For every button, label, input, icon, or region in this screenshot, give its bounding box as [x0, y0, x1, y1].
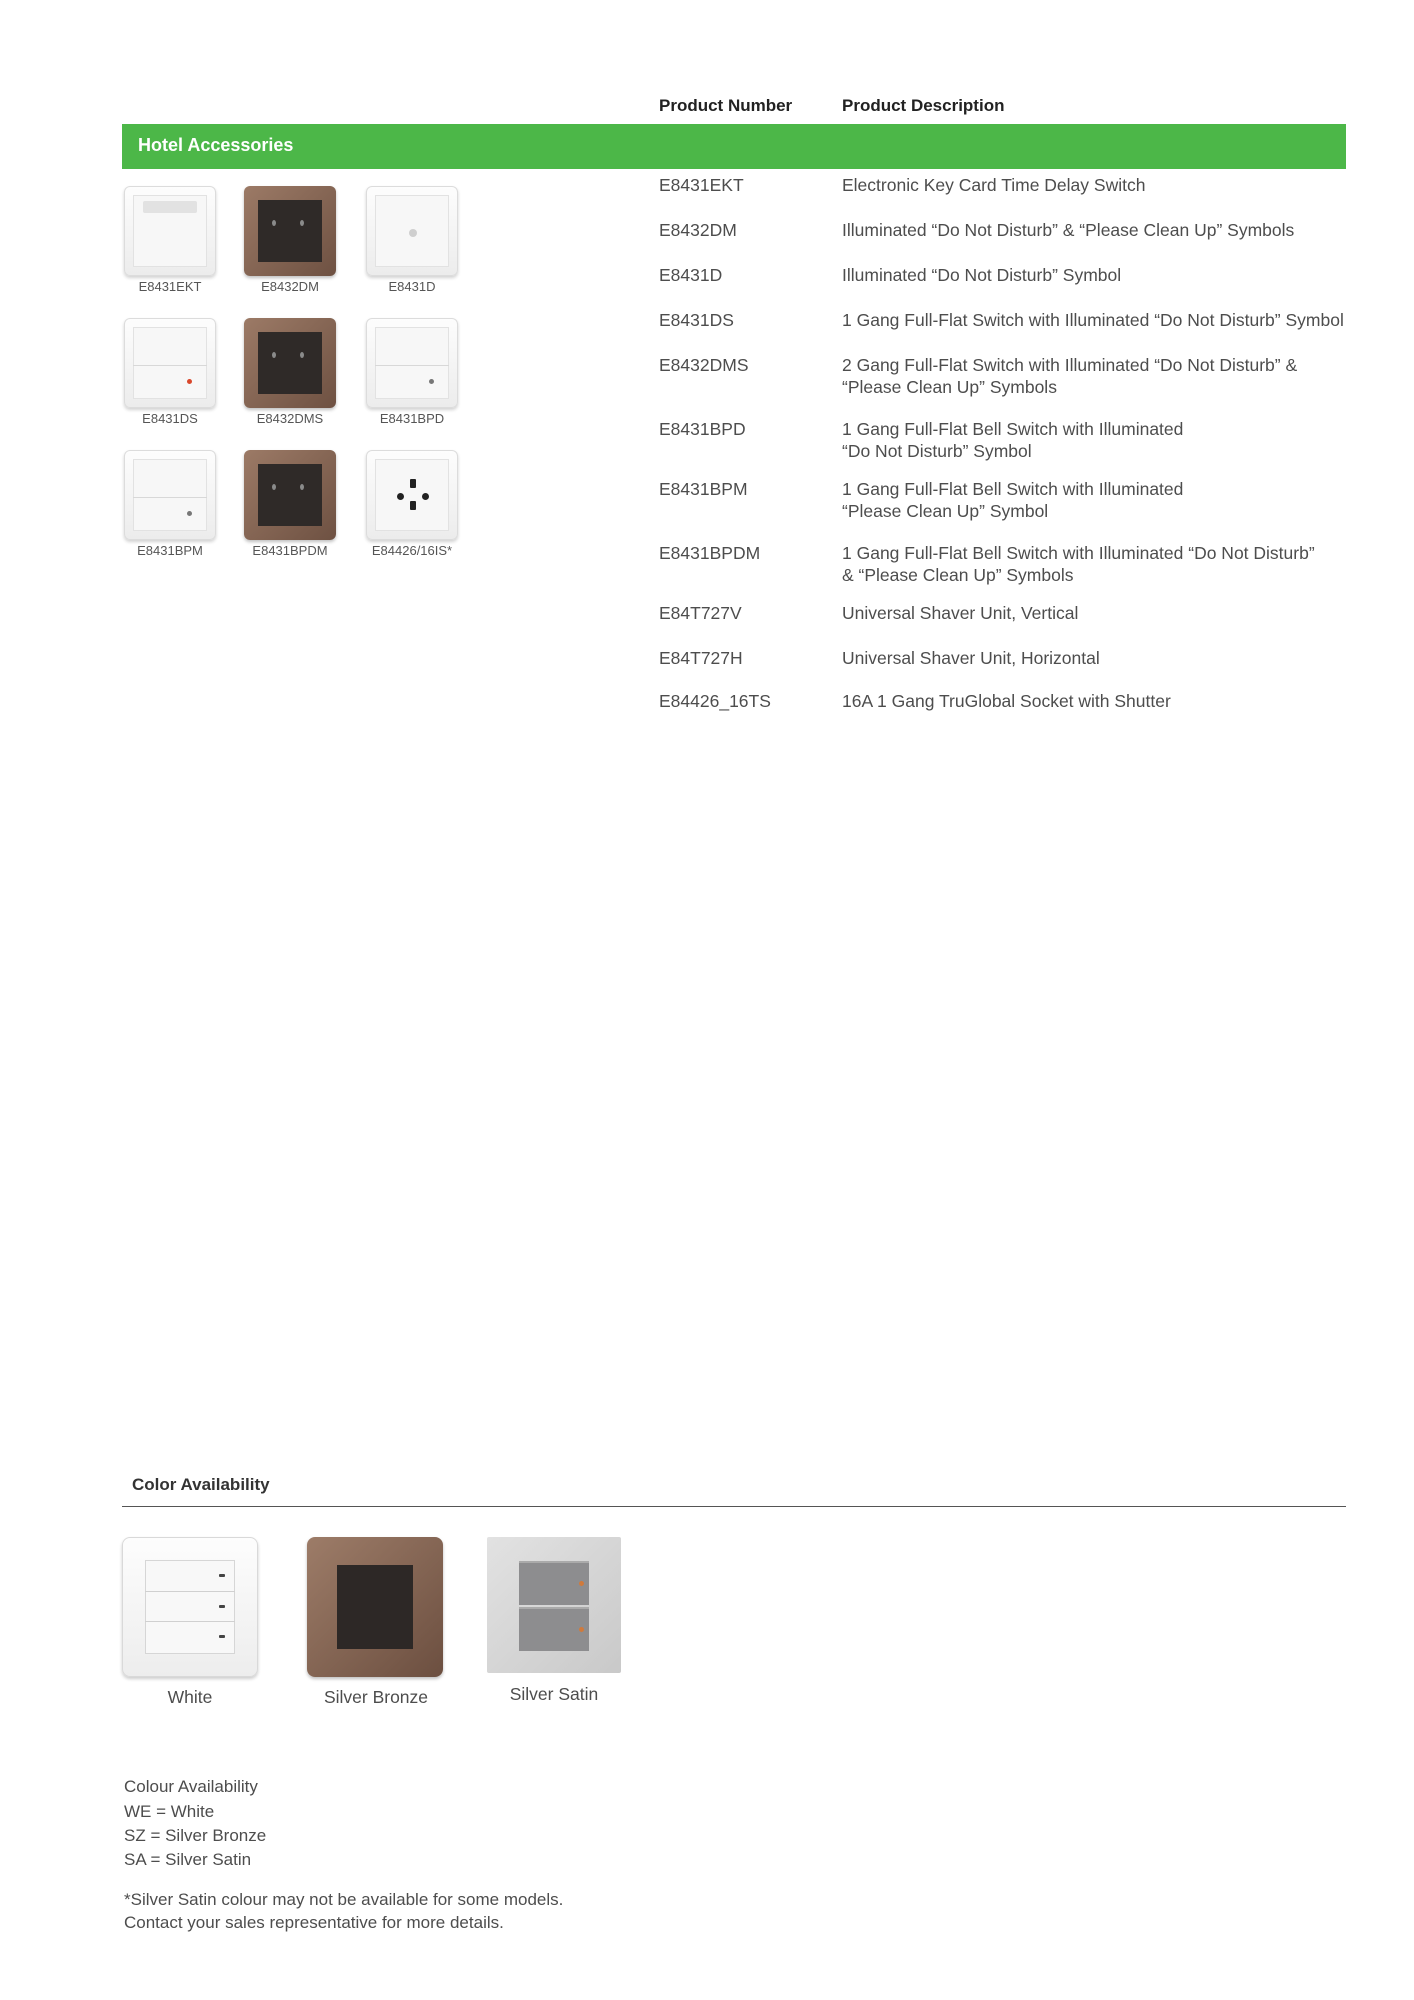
product-description-line: 1 Gang Full-Flat Bell Switch with Illuminated “Do Not Disturb” — [842, 543, 1315, 563]
product-description — [842, 542, 1352, 586]
thumbnail-caption: E8431BPDM — [252, 543, 328, 558]
product-description — [842, 219, 1352, 241]
product-description — [842, 354, 1352, 398]
product-description-line: 2 Gang Full-Flat Switch with Illuminated “Do Not Disturb” & — [842, 355, 1298, 375]
thumbnail-caption: E8431BPM — [137, 543, 203, 558]
product-description-line: Universal Shaver Unit, Horizontal — [842, 648, 1100, 668]
product-number: E84426_16TS — [659, 691, 771, 711]
product-number: E8432DMS — [659, 355, 749, 375]
product-description-line: 1 Gang Full-Flat Switch with Illuminated “Do Not Disturb” Symbol — [842, 310, 1344, 330]
section-banner — [122, 124, 1346, 169]
product-description — [842, 264, 1352, 286]
legend-code-sz: SZ = Silver Bronze — [124, 1826, 267, 1845]
section-divider — [122, 1506, 1346, 1507]
thumbnail-caption: E8431EKT — [138, 279, 202, 294]
thumbnail-caption: E8431DS — [142, 411, 198, 426]
product-description-line: “Please Clean Up” Symbols — [842, 377, 1057, 397]
legend-code-we: WE = White — [124, 1802, 215, 1821]
section-title: Hotel Accessories — [138, 135, 294, 155]
product-thumbnail — [124, 186, 216, 276]
product-description-line: & “Please Clean Up” Symbols — [842, 565, 1074, 585]
product-number: E8431BPD — [659, 419, 746, 439]
product-thumbnail — [366, 318, 458, 408]
product-description — [842, 174, 1352, 196]
column-header-product-number: Product Number — [659, 96, 793, 115]
product-description-line: Universal Shaver Unit, Vertical — [842, 603, 1079, 623]
product-thumbnail — [244, 186, 336, 276]
product-number: E84T727V — [659, 603, 742, 623]
thumbnail-caption: E84426/16IS* — [371, 543, 453, 558]
product-number: E8431BPDM — [659, 543, 761, 563]
swatch-white — [122, 1537, 258, 1677]
product-number: E8431D — [659, 265, 723, 285]
thumbnail-caption: E8431BPD — [379, 411, 445, 426]
product-description-line: Illuminated “Do Not Disturb” Symbol — [842, 265, 1122, 285]
thumbnail-caption: E8432DM — [261, 279, 319, 294]
color-availability-title: Color Availability — [132, 1475, 270, 1494]
socket-icon — [397, 479, 429, 511]
product-description-line: 1 Gang Full-Flat Bell Switch with Illuminated — [842, 419, 1184, 439]
product-description — [842, 602, 1352, 624]
product-description — [842, 478, 1352, 522]
product-thumbnail — [366, 450, 458, 540]
product-thumbnail — [366, 186, 458, 276]
product-description-line: 16A 1 Gang TruGlobal Socket with Shutter — [842, 691, 1171, 711]
swatch-label-silver-satin: Silver Satin — [509, 1684, 599, 1704]
thumbnail-caption: E8431D — [388, 279, 436, 294]
legend-note-line-2: Contact your sales representative for more details. — [124, 1913, 504, 1932]
product-number: E8431BPM — [659, 479, 748, 499]
product-thumbnail — [244, 318, 336, 408]
product-thumbnail — [244, 450, 336, 540]
product-description — [842, 418, 1352, 462]
product-number: E8432DM — [659, 220, 737, 240]
swatch-label-white: White — [167, 1687, 213, 1707]
product-description — [842, 309, 1352, 331]
product-description-line: “Please Clean Up” Symbol — [842, 501, 1049, 521]
legend-code-sa: SA = Silver Satin — [124, 1850, 252, 1869]
product-number: E8431DS — [659, 310, 734, 330]
legend-note-line-1: *Silver Satin colour may not be available for some models. — [124, 1890, 564, 1909]
product-number: E8431EKT — [659, 175, 744, 195]
product-thumbnail — [124, 450, 216, 540]
thumbnail-caption: E8432DMS — [256, 411, 324, 426]
product-number: E84T727H — [659, 648, 743, 668]
product-description-line: “Do Not Disturb” Symbol — [842, 441, 1032, 461]
product-description-line: 1 Gang Full-Flat Bell Switch with Illuminated — [842, 479, 1184, 499]
product-description — [842, 690, 1352, 712]
column-header-product-description: Product Description — [842, 96, 1005, 115]
swatch-label-silver-bronze: Silver Bronze — [323, 1687, 429, 1707]
legend-title: Colour Availability — [124, 1777, 258, 1796]
swatch-silver-satin — [487, 1537, 621, 1673]
product-description-line: Electronic Key Card Time Delay Switch — [842, 175, 1146, 195]
swatch-silver-bronze — [307, 1537, 443, 1677]
product-thumbnail — [124, 318, 216, 408]
product-description-line: Illuminated “Do Not Disturb” & “Please Clean Up” Symbols — [842, 220, 1295, 240]
product-description — [842, 647, 1352, 669]
